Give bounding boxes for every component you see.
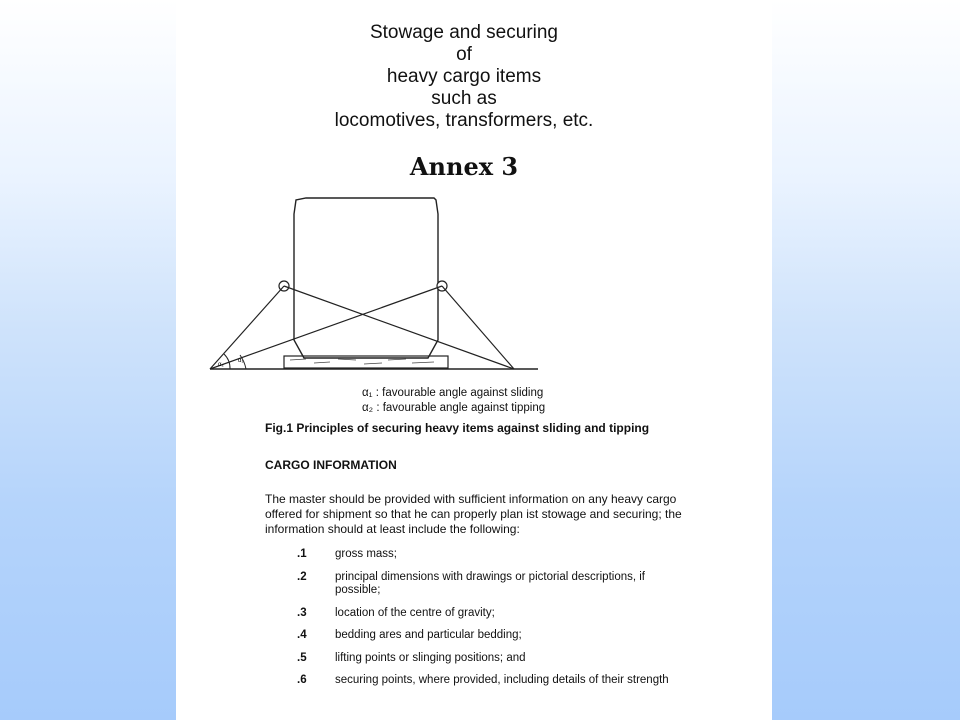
angle-arc-2 (224, 354, 230, 369)
timber-grain (290, 359, 434, 364)
item-text: bedding ares and particular bedding; (335, 629, 522, 641)
title-line: heavy cargo items (386, 66, 542, 87)
securing-diagram (218, 190, 624, 380)
item-number: .6 (297, 674, 307, 686)
annex-heading: Annex 3 (409, 152, 519, 181)
legend-symbol: α₁ (362, 387, 373, 399)
list-item (297, 674, 687, 688)
item-number: .2 (297, 570, 307, 583)
list-item (297, 652, 687, 666)
item-text: securing points, where provided, including details of their strength (335, 674, 669, 686)
intro-paragraph: The master should be provided with sufficient information on any heavy cargo offered for shipment so that he can properly plan ist stowage and securing; the information should at least include the following: (265, 492, 682, 536)
figure-legend (362, 386, 545, 416)
lashing-outer-left (210, 286, 284, 369)
legend-text: : favourable angle against tipping (376, 402, 546, 414)
figure-caption: Fig.1 Principles of securing heavy items against sliding and tipping (265, 421, 650, 435)
angle-label-1: α₁ (238, 358, 244, 364)
item-number: .4 (297, 629, 307, 641)
list-item (297, 571, 687, 598)
title-line: of (456, 44, 472, 65)
item-number: .3 (297, 606, 307, 619)
legend-symbol: α₂ (362, 402, 374, 414)
item-text: location of the centre of gravity; (335, 606, 495, 619)
cargo-top (294, 198, 440, 216)
item-text: principal dimensions with drawings or pictorial descriptions, if possible; (335, 570, 645, 596)
list-item (297, 607, 687, 621)
title-line: such as (431, 88, 497, 109)
legend-row (362, 386, 545, 401)
title-line: Stowage and securing (369, 22, 558, 43)
legend-row (362, 401, 545, 416)
document-page (176, 0, 772, 720)
list-item (297, 629, 687, 643)
item-text: gross mass; (335, 548, 397, 560)
list-item (297, 548, 687, 562)
legend-text: : favourable angle against sliding (375, 387, 544, 399)
section-heading: CARGO INFORMATION (265, 458, 397, 472)
angle-label-2: α₂ (218, 362, 224, 368)
requirements-list (297, 548, 687, 697)
item-text: lifting points or slinging positions; and (335, 651, 526, 664)
title-line: locomotives, transformers, etc. (334, 110, 594, 131)
item-number: .1 (297, 548, 307, 560)
item-number: .5 (297, 651, 307, 664)
document-title (176, 22, 752, 132)
